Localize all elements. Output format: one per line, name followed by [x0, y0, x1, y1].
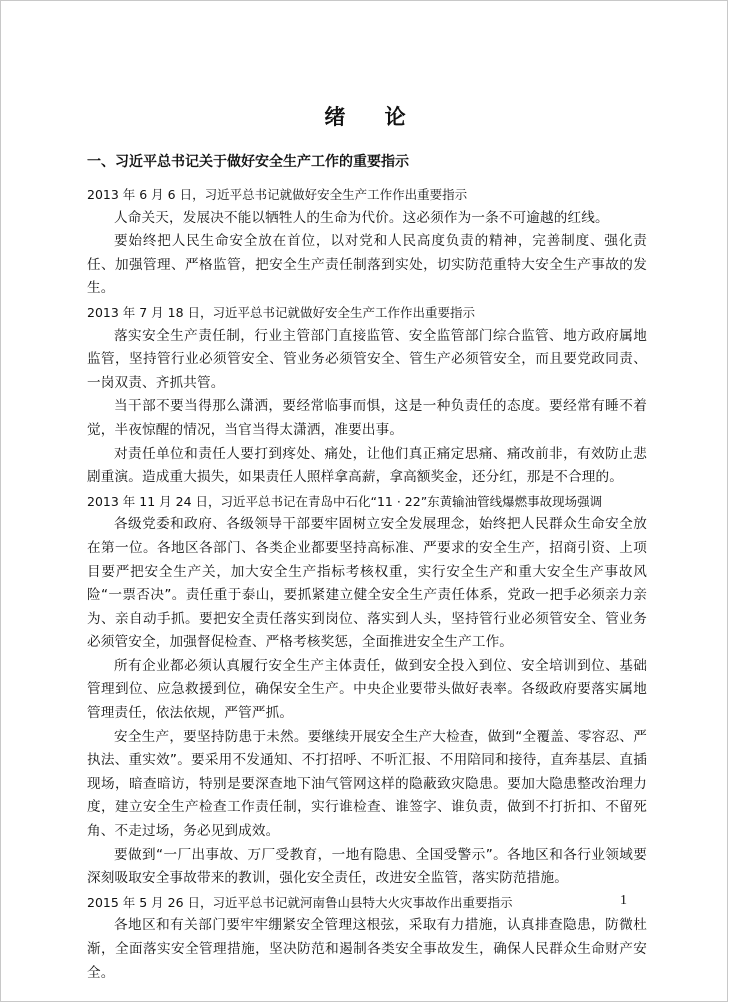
body-paragraph: 人命关天，发展决不能以牺牲人的生命为代价。这必须作为一条不可逾越的红线。	[114, 209, 609, 226]
page-number: 1	[620, 893, 627, 908]
instruction-block-2013-06-06	[87, 183, 647, 301]
instruction-date-heading: 2015 年 5 月 26 日，习近平总书记就河南鲁山县特大火灾事故作出重要指示	[87, 894, 513, 910]
instruction-block-2013-07-18	[87, 301, 647, 490]
body-paragraph: 要始终把人民生命安全放在首位，以对党和人民高度负责的精神，完善制度、强化责任、加强管理、严格监管，把安全生产责任制落到实处，切实防范重特大安全生产事故的发生。	[87, 233, 647, 297]
body-paragraph: 要做到“一厂出事故、万厂受教育，一地有隐患、全国受警示”。各地区和各行业领域要深刻吸取安全事故带来的教训，强化安全责任，改进安全监管，落实防范措施。	[87, 846, 647, 887]
instruction-block-2015-05-26	[87, 891, 647, 985]
body-paragraph: 安全生产，要坚持防患于未然。要继续开展安全生产大检查，做到“全覆盖、零容忍、严执法、重实效”。要采用不发通知、不打招呼、不听汇报、不用陪同和接待，直奔基层、直插现场，暗查暗访，特别是要深查地下油气管网这样的隐蔽致灾隐患。要加大隐患整改治理力度，建立安全生产检查工作责任制，实行谁检查、谁签字、谁负责，做到不打折扣、不留死角、不走过场，务必见到成效。	[87, 728, 647, 840]
instruction-block-2013-11-24	[87, 490, 647, 891]
body-paragraph: 落实安全生产责任制，行业主管部门直接监管、安全监管部门综合监管、地方政府属地监管，坚持管行业必须管安全、管业务必须管安全、管生产必须管安全，而且要党政同责、一岗双责、齐抓共管。	[87, 327, 647, 391]
body-paragraph: 各级党委和政府、各级领导干部要牢固树立安全发展理念，始终把人民群众生命安全放在第一位。各地区各部门、各类企业都要坚持高标准、严要求的安全生产，招商引资、上项目要严把安全生产关，加大安全生产指标考核权重，实行安全生产和重大安全生产事故风险“一票否决”。责任重于泰山，要抓紧建立健全安全生产责任体系，党政一把手必须亲力亲为、亲自动手抓。要把安全责任落实到岗位、落实到人头，坚持管行业必须管安全、管业务必须管安全，加强督促检查、严格考核奖惩，全面推进安全生产工作。	[87, 516, 647, 651]
body-paragraph: 对责任单位和责任人要打到疼处、痛处，让他们真正痛定思痛、痛改前非，有效防止悲剧重演。造成重大损失，如果责任人照样拿高薪，拿高额奖金，还分红，那是不合理的。	[87, 445, 647, 486]
body-paragraph: 所有企业都必须认真履行安全生产主体责任，做到安全投入到位、安全培训到位、基础管理到位、应急救援到位，确保安全生产。中央企业要带头做好表率。各级政府要落实属地管理责任，依法依规，严管严抓。	[87, 657, 647, 722]
instruction-date-heading: 2013 年 6 月 6 日，习近平总书记就做好安全生产工作作出重要指示	[87, 187, 468, 202]
instruction-date-heading: 2013 年 11 月 24 日，习近平总书记在青岛中石化“11 · 22”东黄输油管线爆燃事故现场强调	[87, 493, 603, 509]
page-title: 绪 论	[324, 105, 422, 129]
document-body	[87, 183, 647, 985]
body-paragraph: 当干部不要当得那么潇洒，要经常临事而惧，这是一种负责任的态度。要经常有睡不着觉，半夜惊醒的情况，当官当得太潇洒，准要出事。	[87, 398, 647, 438]
body-paragraph: 各地区和有关部门要牢牢绷紧安全管理这根弦，采取有力措施，认真排查隐患，防微杜渐，全面落实安全管理措施，坚决防范和遏制各类安全事故发生，确保人民群众生命财产安全。	[87, 917, 647, 981]
instruction-date-heading: 2013 年 7 月 18 日，习近平总书记就做好安全生产工作作出重要指示	[87, 304, 476, 320]
section-heading: 一、习近平总书记关于做好安全生产工作的重要指示	[87, 154, 409, 170]
